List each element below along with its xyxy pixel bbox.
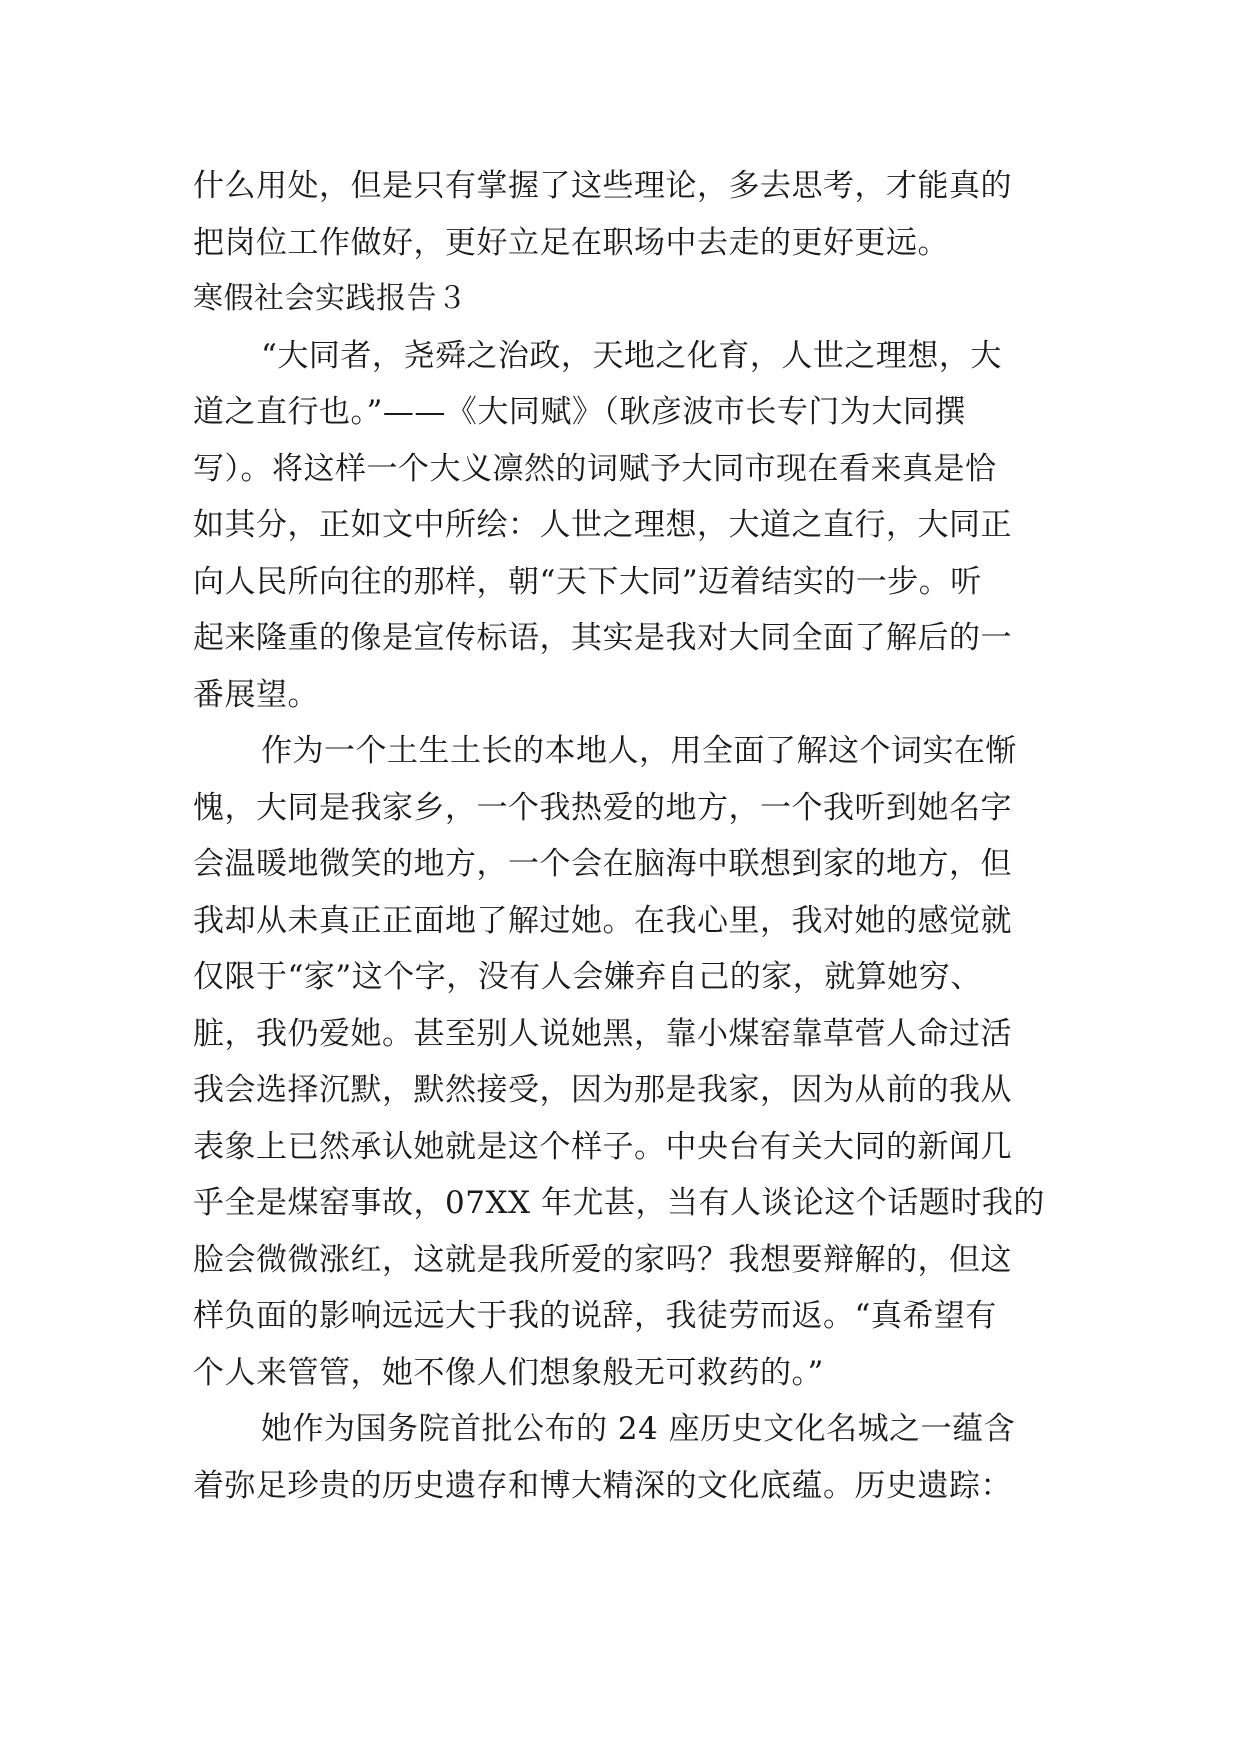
text-line: 仅限于“家”这个字，没有人会嫌弃自己的家，就算她穷、 — [193, 959, 982, 995]
text-line: 乎全是煤窑事故，07XX 年尤甚，当有人谈论这个话题时我的 — [193, 1185, 1045, 1221]
text-line: 脸会微微涨红，这就是我所爱的家吗？我想要辩解的，但这 — [193, 1241, 1012, 1278]
paragraph-first-line: 她作为国务院首批公布的 24 座历史文化名城之一蕴含 — [261, 1411, 1016, 1447]
text-line: 样负面的影响远远大于我的说辞，我徒劳而返。“真希望有 — [193, 1298, 997, 1334]
text-line: 向人民所向往的那样，朝“天下大同”迈着结实的一步。听 — [193, 563, 982, 600]
text-line: 我却从未真正正面地了解过她。在我心里，我对她的感觉就 — [193, 902, 1012, 939]
text-line: 如其分，正如文中所绘：人世之理想，大道之直行，大同正 — [193, 507, 1012, 543]
text-line: 会温暖地微笑的地方，一个会在脑海中联想到家的地方，但 — [193, 846, 1012, 882]
text-line: 我会选择沉默，默然接受，因为那是我家，因为从前的我从 — [193, 1072, 1012, 1108]
paragraph-first-line: 作为一个土生土长的本地人，用全面了解这个词实在惭 — [261, 733, 1017, 769]
section-heading: 寒假社会实践报告３ — [193, 281, 468, 316]
text-line: 着弥足珍贵的历史遗存和博大精深的文化底蕴。历史遗踪： — [193, 1467, 1012, 1504]
document-body — [193, 158, 1073, 1514]
paragraph-first-line: “大同者，尧舜之治政，天地之化育，人世之理想，大 — [261, 337, 1002, 374]
text-line: 表象上已然承认她就是这个样子。中央台有关大同的新闻几 — [193, 1128, 1012, 1165]
text-line: 番展望。 — [193, 676, 319, 713]
text-line: 个人来管管，她不像人们想象般无可救药的。” — [193, 1354, 824, 1391]
text-line: 把岗位工作做好，更好立足在职场中去走的更好更远。 — [193, 224, 949, 261]
text-line: 什么用处，但是只有掌握了这些理论，多去思考，才能真的 — [193, 168, 1012, 204]
text-line: 道之直行也。”——《大同赋》（耿彦波市长专门为大同撰 — [193, 394, 966, 430]
text-line: 愧，大同是我家乡，一个我热爱的地方，一个我听到她名字 — [193, 789, 1012, 826]
text-line: 脏，我仍爱她。甚至别人说她黑，靠小煤窑靠草菅人命过活 — [193, 1015, 1012, 1052]
text-line: 起来隆重的像是宣传标语，其实是我对大同全面了解后的一 — [193, 620, 1012, 656]
text-line: 写）。将这样一个大义凛然的词赋予大同市现在看来真是恰 — [193, 450, 997, 487]
